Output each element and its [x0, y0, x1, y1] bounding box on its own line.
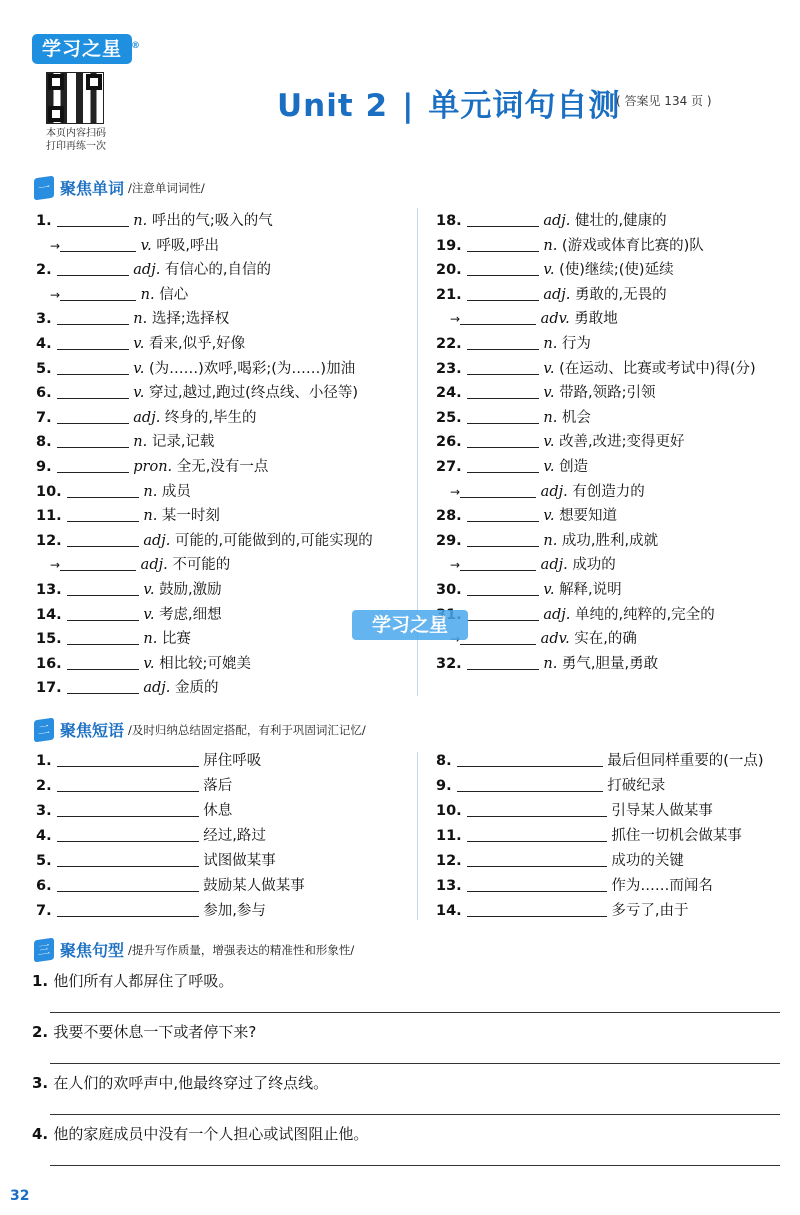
part-of-speech: n. — [128, 434, 152, 451]
item-number: 8. — [36, 434, 57, 451]
sentence-text: 在人们的欢呼声中,他最终穿过了终点线。 — [53, 1074, 329, 1092]
word-item — [36, 333, 245, 355]
phrase-meaning: 鼓励某人做某事 — [198, 878, 305, 894]
phrase-item — [436, 775, 665, 797]
part-of-speech: n. — [138, 483, 162, 500]
word-meaning: 机会 — [561, 409, 591, 426]
word-item — [36, 604, 222, 626]
qr-code[interactable] — [46, 72, 104, 124]
answer-blank[interactable] — [67, 679, 139, 694]
phrase-meaning: 作为……而闻名 — [606, 878, 713, 894]
arrow-icon: → — [450, 312, 461, 327]
word-item — [36, 382, 358, 404]
phrase-item — [436, 900, 688, 922]
item-number: 5. — [36, 360, 57, 377]
sentence-prompt — [32, 1072, 328, 1093]
word-item — [436, 505, 617, 527]
part-of-speech: v. — [138, 655, 160, 672]
word-meaning: 金质的 — [175, 680, 219, 697]
section-sentences-header: 三 聚焦句型 /提升写作质量，增强表达的精准性和形象性/ — [34, 938, 354, 961]
phrase-meaning: 试图做某事 — [198, 853, 276, 869]
word-item — [436, 235, 704, 257]
word-item — [36, 505, 220, 527]
word-item — [436, 604, 715, 626]
answer-blank[interactable] — [467, 902, 607, 917]
phrase-item — [436, 850, 684, 872]
word-meaning: 穿过,越过,跑过(终点线、小径等) — [148, 385, 358, 402]
answer-blank[interactable] — [67, 483, 139, 498]
brand-logo: 学习之星 ® — [32, 34, 132, 64]
item-number: 32. — [436, 655, 467, 672]
arrow-icon: → — [50, 287, 61, 302]
answer-blank[interactable] — [57, 458, 129, 473]
word-item — [36, 284, 188, 306]
item-number: 9. — [36, 459, 57, 475]
word-item — [436, 259, 674, 281]
item-number: 14. — [36, 606, 67, 623]
item-number: 6. — [36, 385, 57, 402]
phrase-meaning: 休息 — [198, 803, 233, 819]
answer-blank[interactable] — [467, 802, 607, 817]
answer-blank[interactable] — [57, 777, 199, 792]
answer-blank[interactable] — [467, 458, 539, 473]
word-meaning: (游戏或体育比赛的)队 — [561, 237, 704, 254]
part-of-speech: n. — [128, 213, 152, 229]
watermark: 学习之星 — [352, 610, 468, 640]
word-meaning: 相比较;可媲美 — [159, 655, 251, 672]
section-words-header: 一 聚焦单词 /注意单词词性/ — [34, 176, 205, 199]
word-meaning: 勇敢地 — [574, 311, 618, 328]
item-number: 12. — [436, 853, 467, 869]
part-of-speech: n. — [538, 336, 562, 352]
part-of-speech: adj. — [138, 532, 175, 549]
word-meaning: 呼出的气;吸入的气 — [151, 213, 273, 229]
answer-blank[interactable] — [67, 532, 139, 547]
item-number: 29. — [436, 532, 467, 549]
word-meaning: 健壮的,健康的 — [575, 213, 667, 229]
section-three-icon: 三 — [34, 937, 54, 962]
item-number: 3. — [32, 1074, 54, 1092]
word-item — [436, 554, 616, 576]
phrase-meaning: 成功的关键 — [606, 853, 684, 869]
part-of-speech: adj. — [138, 680, 175, 697]
phrase-meaning: 参加,参与 — [198, 903, 266, 919]
word-meaning: 考虑,细想 — [159, 606, 222, 623]
part-of-speech: v. — [538, 262, 560, 279]
word-meaning: 呼吸,呼出 — [156, 237, 219, 254]
part-of-speech: n. — [538, 237, 562, 254]
item-number: 22. — [436, 336, 467, 352]
arrow-icon: → — [450, 558, 461, 573]
word-item — [36, 358, 355, 380]
part-of-speech: adj. — [128, 409, 165, 426]
answer-blank[interactable] — [467, 655, 539, 670]
answer-blank[interactable] — [57, 360, 129, 375]
item-number: 7. — [36, 903, 57, 919]
word-item — [436, 456, 588, 478]
item-number: 23. — [436, 360, 467, 377]
word-meaning: 行为 — [561, 336, 591, 352]
part-of-speech: pron. — [128, 459, 177, 475]
answer-blank[interactable] — [57, 261, 129, 276]
item-number: 11. — [36, 508, 67, 525]
word-meaning: 成功的 — [572, 557, 616, 574]
phrase-item — [36, 800, 232, 822]
item-number: 20. — [436, 262, 467, 279]
qr-caption: 本页内容扫码 打印再练一次 — [46, 128, 106, 152]
word-meaning: 勇气,胆量,勇敢 — [561, 655, 659, 672]
sentence-prompt — [32, 970, 233, 991]
answer-blank[interactable] — [67, 606, 139, 621]
answer-blank[interactable] — [467, 212, 539, 227]
item-number: 1. — [36, 213, 57, 229]
answer-blank[interactable] — [467, 237, 539, 252]
part-of-speech: n. — [138, 508, 162, 525]
phrase-meaning: 屏住呼吸 — [198, 753, 262, 769]
page-number: 32 — [10, 1188, 30, 1204]
answer-blank[interactable] — [467, 384, 539, 399]
word-item — [436, 308, 618, 330]
item-number: 15. — [36, 631, 67, 648]
phrase-item — [36, 900, 266, 922]
answer-blank[interactable] — [57, 335, 129, 350]
answer-blank[interactable] — [460, 483, 536, 498]
phrase-item — [36, 775, 232, 797]
word-meaning: 带路,领路;引领 — [559, 385, 656, 402]
answer-blank[interactable] — [467, 581, 539, 596]
sentence-text: 我要不要休息一下或者停下来? — [53, 1023, 257, 1041]
word-item — [436, 358, 756, 380]
item-number: 3. — [36, 803, 57, 819]
word-item — [436, 210, 667, 232]
part-of-speech: adj. — [136, 557, 173, 574]
part-of-speech: n. — [128, 311, 152, 328]
phrase-meaning: 引导某人做某事 — [606, 803, 713, 819]
word-item — [36, 677, 219, 699]
part-of-speech: v. — [128, 360, 149, 377]
section-phrases-header: 二 聚焦短语 /及时归纳总结固定搭配，有利于巩固词汇记忆/ — [34, 718, 366, 741]
word-meaning: 解释,说明 — [559, 582, 622, 598]
item-number: 2. — [36, 778, 57, 794]
phrase-item — [436, 825, 742, 847]
word-item — [36, 554, 230, 576]
word-item — [36, 653, 251, 675]
answer-blank[interactable] — [467, 433, 539, 448]
item-number: 9. — [436, 778, 457, 794]
word-item — [36, 308, 229, 330]
word-meaning: 改善,改进;变得更好 — [559, 434, 685, 451]
word-meaning: 某一时刻 — [161, 508, 220, 525]
word-item — [436, 579, 622, 601]
part-of-speech: n. — [538, 655, 562, 672]
answer-blank[interactable] — [467, 335, 539, 350]
answer-blank[interactable] — [467, 409, 539, 424]
item-number: 4. — [32, 1125, 54, 1143]
answer-blank[interactable] — [57, 310, 129, 325]
arrow-icon: → — [50, 558, 61, 573]
phrase-item — [36, 750, 261, 772]
item-number: 13. — [436, 878, 467, 894]
answer-line[interactable] — [50, 1012, 780, 1013]
word-meaning: 可能的,可能做到的,可能实现的 — [175, 532, 373, 549]
word-item — [436, 481, 645, 503]
word-item — [36, 628, 191, 650]
word-meaning: 选择;选择权 — [151, 311, 230, 328]
part-of-speech: adj. — [538, 286, 575, 303]
item-number: 24. — [436, 385, 467, 402]
column-divider — [417, 752, 418, 920]
part-of-speech: v. — [538, 508, 560, 525]
answer-blank[interactable] — [67, 581, 139, 596]
arrow-icon: → — [50, 238, 61, 253]
answer-blank[interactable] — [467, 877, 607, 892]
word-item — [36, 235, 219, 257]
word-item — [36, 431, 214, 453]
phrase-item — [436, 800, 713, 822]
part-of-speech: n. — [136, 286, 160, 303]
word-meaning: 实在,的确 — [574, 631, 637, 648]
item-number: 4. — [36, 336, 57, 352]
answer-blank[interactable] — [457, 752, 603, 767]
answer-blank[interactable] — [60, 237, 136, 252]
answer-blank[interactable] — [57, 902, 199, 917]
item-number: 13. — [36, 582, 67, 598]
word-item — [36, 530, 373, 552]
phrase-meaning: 经过,路过 — [198, 828, 266, 844]
word-meaning: 成员 — [161, 483, 191, 500]
part-of-speech: v. — [538, 582, 560, 598]
part-of-speech: v. — [538, 385, 560, 402]
answer-blank[interactable] — [57, 827, 199, 842]
item-number: 30. — [436, 582, 467, 598]
answer-blank[interactable] — [467, 507, 539, 522]
item-number: 1. — [36, 753, 57, 769]
word-item — [36, 407, 257, 429]
part-of-speech: v. — [538, 434, 560, 451]
answer-line[interactable] — [50, 1114, 780, 1115]
item-number: 18. — [436, 213, 467, 229]
item-number: 5. — [36, 853, 57, 869]
registered-mark: ® — [131, 41, 141, 51]
item-number: 25. — [436, 409, 467, 426]
part-of-speech: adj. — [538, 606, 575, 623]
section-one-icon: 一 — [34, 175, 54, 200]
word-meaning: 有信心的,自信的 — [164, 262, 272, 279]
word-item — [436, 407, 591, 429]
item-number: 16. — [36, 655, 67, 672]
word-item — [436, 431, 685, 453]
answer-blank[interactable] — [57, 384, 129, 399]
word-meaning: 不可能的 — [172, 557, 231, 574]
answer-blank[interactable] — [57, 802, 199, 817]
answer-blank[interactable] — [460, 556, 536, 571]
word-item — [36, 210, 273, 232]
word-meaning: 全无,没有一点 — [176, 459, 269, 475]
word-meaning: 鼓励,激励 — [159, 582, 222, 598]
item-number: 1. — [32, 972, 54, 990]
word-meaning: 想要知道 — [559, 508, 618, 525]
phrase-item — [436, 875, 713, 897]
item-number: 27. — [436, 459, 467, 475]
item-number: 19. — [436, 237, 467, 254]
item-number: 7. — [36, 409, 57, 426]
word-item — [436, 284, 667, 306]
answer-note: ( 答案见 134 页 ) — [616, 94, 712, 108]
item-number: 10. — [436, 803, 467, 819]
word-meaning: 信心 — [159, 286, 189, 303]
part-of-speech: adv. — [536, 311, 575, 328]
answer-blank[interactable] — [67, 655, 139, 670]
word-item — [436, 333, 591, 355]
item-number: 28. — [436, 508, 467, 525]
part-of-speech: v. — [128, 336, 149, 352]
word-meaning: 单纯的,纯粹的,完全的 — [575, 606, 715, 623]
part-of-speech: adv. — [536, 631, 575, 648]
answer-blank[interactable] — [57, 409, 129, 424]
phrase-meaning: 多亏了,由于 — [606, 903, 689, 919]
phrase-meaning: 最后但同样重要的(一点) — [602, 753, 764, 769]
answer-blank[interactable] — [467, 286, 539, 301]
answer-blank[interactable] — [457, 777, 603, 792]
item-number: 26. — [436, 434, 467, 451]
answer-blank[interactable] — [57, 433, 129, 448]
word-meaning: 勇敢的,无畏的 — [575, 286, 667, 303]
part-of-speech: adj. — [538, 213, 575, 229]
item-number: 4. — [36, 828, 57, 844]
answer-blank[interactable] — [67, 630, 139, 645]
answer-blank[interactable] — [57, 212, 129, 227]
word-meaning: 有创造力的 — [572, 483, 645, 500]
phrase-item — [36, 875, 305, 897]
phrase-meaning: 落后 — [198, 778, 233, 794]
answer-blank[interactable] — [60, 286, 136, 301]
item-number: 21. — [436, 286, 467, 303]
answer-blank[interactable] — [467, 852, 607, 867]
word-item — [436, 382, 656, 404]
answer-blank[interactable] — [467, 261, 539, 276]
part-of-speech: n. — [538, 409, 562, 426]
item-number: 17. — [36, 680, 67, 697]
part-of-speech: adj. — [128, 262, 165, 279]
word-meaning: (为……)欢呼,喝彩;(为……)加油 — [148, 360, 356, 377]
word-item — [36, 456, 268, 478]
word-item — [36, 481, 191, 503]
word-meaning: 成功,胜利,成就 — [561, 532, 659, 549]
part-of-speech: v. — [138, 582, 160, 598]
answer-blank[interactable] — [67, 507, 139, 522]
word-item — [436, 530, 658, 552]
answer-blank[interactable] — [60, 556, 136, 571]
part-of-speech: v. — [138, 606, 160, 623]
answer-blank[interactable] — [57, 877, 199, 892]
word-meaning: 看来,似乎,好像 — [148, 336, 246, 352]
item-number: 8. — [436, 753, 457, 769]
item-number: 3. — [36, 311, 57, 328]
word-item — [36, 259, 271, 281]
answer-line[interactable] — [50, 1063, 780, 1064]
answer-blank[interactable] — [57, 752, 199, 767]
part-of-speech: v. — [136, 237, 157, 254]
word-meaning: 终身的,毕生的 — [164, 409, 257, 426]
answer-line[interactable] — [50, 1165, 780, 1166]
part-of-speech: v. — [128, 385, 149, 402]
section-two-icon: 二 — [34, 717, 54, 742]
part-of-speech: adj. — [536, 557, 573, 574]
word-meaning: (在运动、比赛或考试中)得(分) — [559, 360, 756, 377]
part-of-speech: n. — [138, 631, 162, 648]
item-number: 14. — [436, 903, 467, 919]
arrow-icon: → — [450, 484, 461, 499]
answer-blank[interactable] — [57, 852, 199, 867]
answer-blank[interactable] — [467, 360, 539, 375]
answer-blank[interactable] — [460, 630, 536, 645]
answer-blank[interactable] — [460, 310, 536, 325]
sentence-prompt — [32, 1021, 256, 1042]
word-meaning: 记录,记载 — [151, 434, 215, 451]
item-number: 12. — [36, 532, 67, 549]
part-of-speech: n. — [538, 532, 562, 549]
answer-blank[interactable] — [467, 827, 607, 842]
phrase-item — [36, 825, 266, 847]
phrase-item — [36, 850, 276, 872]
item-number: 11. — [436, 828, 467, 844]
word-meaning: 创造 — [559, 459, 589, 475]
word-meaning: (使)继续;(使)延续 — [559, 262, 674, 279]
phrase-item — [436, 750, 764, 772]
word-item — [436, 653, 658, 675]
sentence-text: 他们所有人都屏住了呼吸。 — [53, 972, 234, 990]
word-meaning: 比赛 — [161, 631, 191, 648]
phrase-meaning: 打破纪录 — [602, 778, 666, 794]
phrase-meaning: 抓住一切机会做某事 — [606, 828, 742, 844]
answer-blank[interactable] — [467, 532, 539, 547]
item-number: 6. — [36, 878, 57, 894]
item-number: 2. — [36, 262, 57, 279]
word-item — [36, 579, 222, 601]
part-of-speech: v. — [538, 459, 560, 475]
answer-blank[interactable] — [467, 606, 539, 621]
sentence-text: 他的家庭成员中没有一个人担心或试图阻止他。 — [53, 1125, 369, 1143]
item-number: 10. — [36, 483, 67, 500]
part-of-speech: v. — [538, 360, 560, 377]
item-number: 2. — [32, 1023, 54, 1041]
sentence-prompt — [32, 1123, 368, 1144]
part-of-speech: adj. — [536, 483, 573, 500]
page-title: Unit 2 | 单元词句自测 — [277, 88, 621, 124]
